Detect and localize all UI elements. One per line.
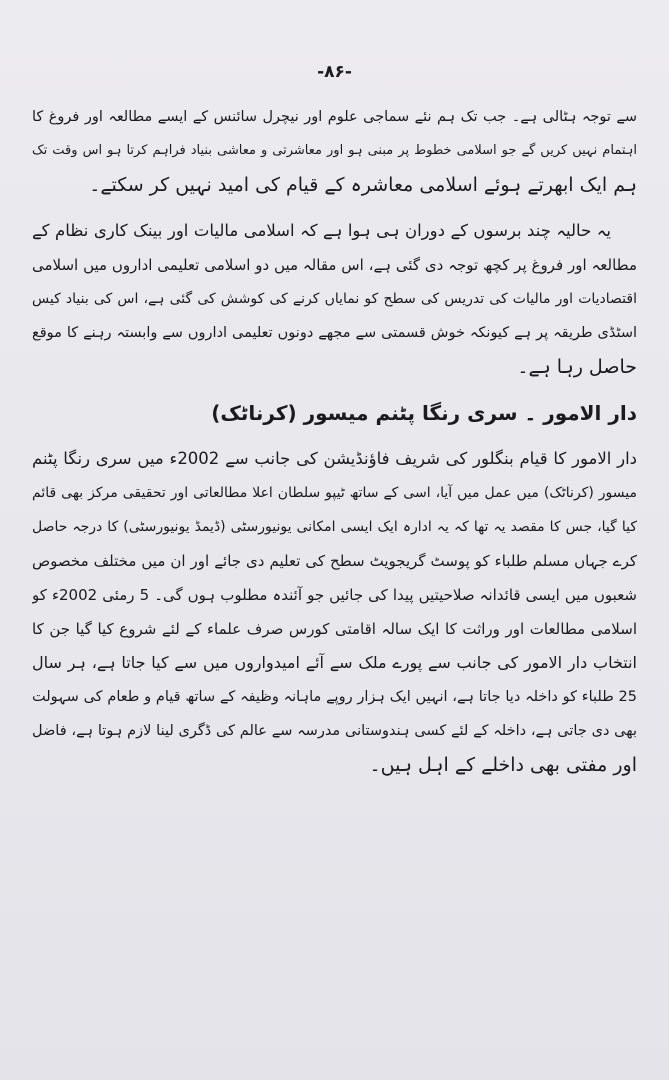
paragraph-line: بھی دی جاتی ہے، داخلہ کے لئے کسی ہندوستانی مدرسہ سے عالم کی ڈگری لینا لازم ہوتا ہے، فاضل [32,723,637,739]
page-body [32,100,637,794]
paragraph-line: شعبوں میں ایسی قائدانہ صلاحیتیں پیدا کی جائیں جو آئندہ مطلوب ہوں گی۔ 5 رمئی 2002ء کو [32,586,637,604]
paragraph-2 [32,214,637,384]
paragraph-line: کرے جہاں مسلم طلباء کو پوسٹ گریجویٹ سطح کی تعلیم دی جائے اور ان میں مختلف مخصوص [32,552,637,570]
paragraph-line: یہ حالیہ چند برسوں کے دوران ہی ہوا ہے کہ اسلامی مالیات اور بینک کاری نظام کے [32,221,611,240]
paragraph-line: ہم ایک ابھرتے ہوئے اسلامی معاشرہ کے قیام کی امید نہیں کر سکتے۔ [89,174,637,196]
paragraph-line: 25 طلباء کو داخلہ دیا جاتا ہے، انہیں ایک ہزار روپے ماہانہ وظیفہ کے ساتھ قیام و طعام کی سہولت [32,689,637,705]
paragraph-line: اہتمام نہیں کریں گے جو اسلامی خطوط پر مبنی ہو اور معاشرتی و معاشی بنیاد فراہم کرتا ہو اس وقت تک [32,143,637,158]
paragraph-line: اور مفتی بھی داخلے کے اہل ہیں۔ [369,754,637,776]
paragraph-line: سے توجہ ہٹالی ہے۔ جب تک ہم نئے سماجی علوم اور نیچرل سائنس کے ایسے مطالعہ اور فروغ کا [32,109,637,125]
paragraph-line: حاصل رہا ہے۔ [517,356,637,378]
paragraph-line: دار الامور کا قیام بنگلور کی شریف فاؤنڈیشن کی جانب سے 2002ء میں سری رنگا پٹنم [32,449,637,468]
paragraph-line: انتخاب دار الامور کی جانب سے پورے ملک سے آئے امیدواروں میں سے کیا جاتا ہے، ہر سال [32,653,637,672]
paragraph-line: کیا گیا، جس کا مقصد یہ تھا کہ یہ ادارہ ایک ایسی امکانی یونیورسٹی (ڈیمڈ یونیورسٹی) کا درجہ حاصل [32,519,637,535]
paragraph-line: مطالعہ اور فروغ پر کچھ توجہ دی گئی ہے، اس مقالہ میں دو اسلامی تعلیمی اداروں میں اسلامی [32,256,637,274]
paragraph-1 [32,100,637,202]
paragraph-line: اسلامی مطالعات اور وراثت کا ایک سالہ اقامتی کورس صرف علماء کے لئے شروع کیا گیا جن کا [32,620,637,638]
section-heading: دار الامور ۔ سری رنگا پٹنم میسور (کرناٹک) [211,401,637,425]
page-number: -۸۶- [317,62,352,82]
section-paragraph [32,442,637,782]
paragraph-line: اسٹڈی طریقہ پر ہے کیونکہ خوش قسمتی سے مجھے دونوں تعلیمی اداروں سے وابستہ رہنے کا موقع [32,325,637,341]
paragraph-line: میسور (کرناٹک) میں عمل میں آیا، اسی کے ساتھ ٹیپو سلطان اعلا مطالعاتی اور تحقیقی مرکز بھی قائم [32,485,637,501]
paragraph-line: اقتصادیات اور مالیات کی تدریس کی سطح کو نمایاں کرنے کی کوشش کی گئی ہے، اس کی بنیاد کیس [32,291,637,307]
